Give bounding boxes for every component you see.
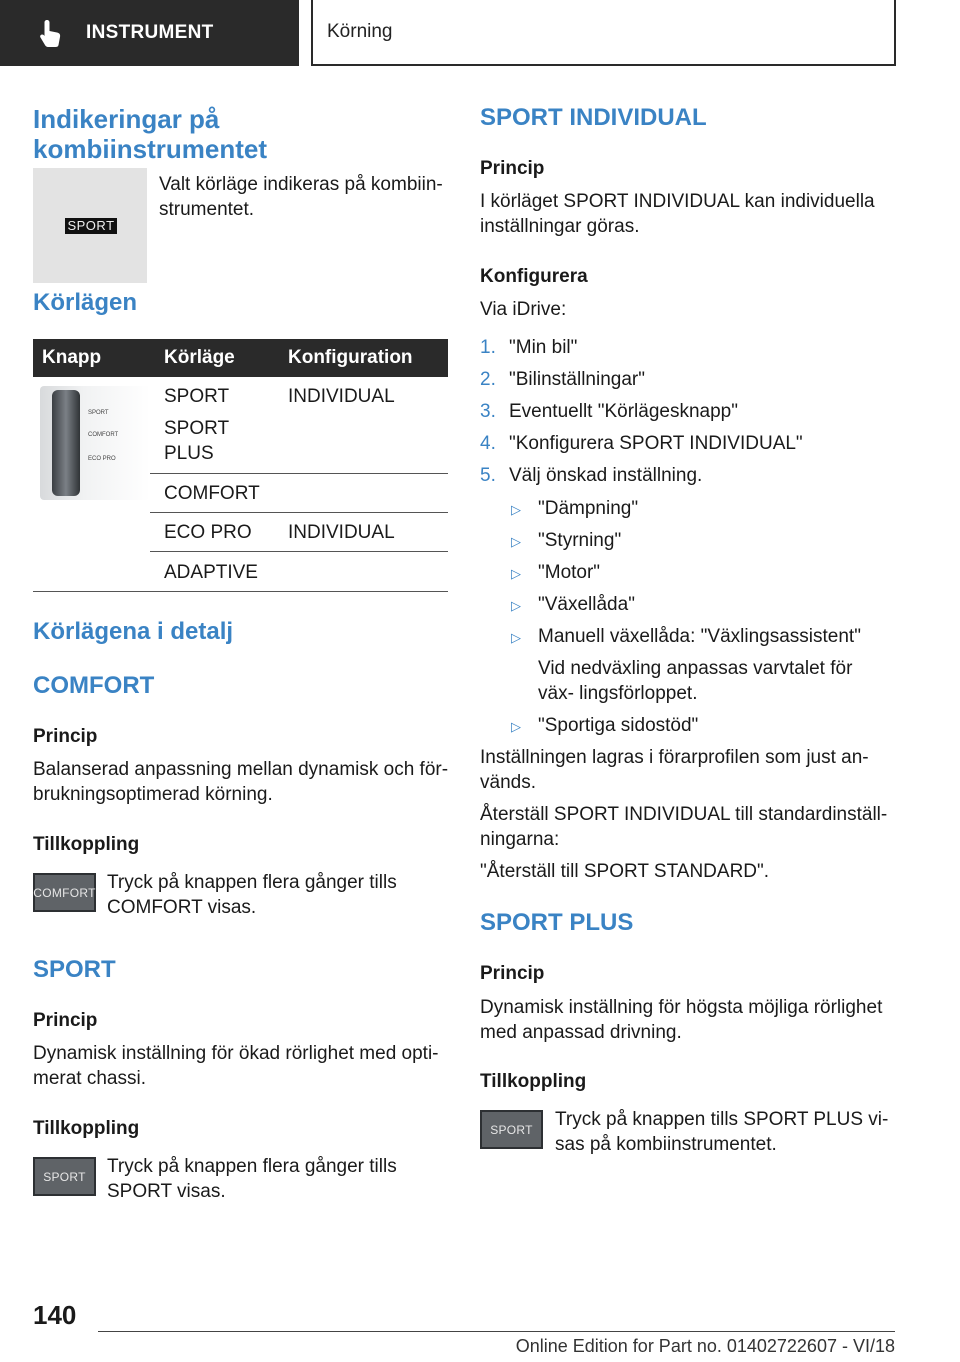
sport-principle-text: Dynamisk inställning för ökad rörlighet med opti‐ merat chassi. <box>33 1043 439 1089</box>
modes-table-header <box>33 339 448 377</box>
sport-heading: SPORT <box>33 956 116 983</box>
sport-activation-label: Tillkoppling <box>33 1118 140 1139</box>
substep-item: Manuell växellåda: "Växlingsassistent" <box>538 626 861 647</box>
sport-plus-heading: SPORT PLUS <box>480 909 634 936</box>
col-header-button: Knapp <box>42 347 102 368</box>
comfort-principle-label: Princip <box>33 726 98 747</box>
sport-activation-text: Tryck på knappen flera gånger tills SPORT visas. <box>107 1156 397 1202</box>
chapter-tab <box>311 0 896 66</box>
step-number: 1. <box>480 337 496 358</box>
sport-plus-principle-label: Princip <box>480 963 545 984</box>
triangle-bullet-icon: ▷ <box>511 719 521 734</box>
table-cell-config: INDIVIDUAL <box>288 522 395 543</box>
substep-item: "Växellåda" <box>538 594 635 615</box>
page-number: 140 <box>33 1300 77 1330</box>
step-item: "Min bil" <box>509 337 578 358</box>
hand-pointer-icon <box>38 18 66 48</box>
step-number: 2. <box>480 369 496 390</box>
triangle-bullet-icon: ▷ <box>511 566 521 581</box>
step-item: Välj önskad inställning. <box>509 465 703 486</box>
step-number: 4. <box>480 433 496 454</box>
via-idrive: Via iDrive: <box>480 299 567 320</box>
footer-divider <box>98 1331 895 1332</box>
substep-item: "Dämpning" <box>538 498 639 519</box>
mode-button-image: SPORT COMFORT ECO PRO <box>40 386 150 500</box>
substep-item: "Motor" <box>538 562 601 583</box>
comfort-activation-label: Tillkoppling <box>33 834 140 855</box>
modes-heading: Körlägen <box>33 289 138 316</box>
triangle-bullet-icon: ▷ <box>511 502 521 517</box>
sport-plus-activation-label: Tillkoppling <box>480 1071 587 1092</box>
col-header-config: Konfiguration <box>288 347 413 368</box>
col-header-mode: Körläge <box>164 347 235 368</box>
reset-text: Återställ SPORT INDIVIDUAL till standardinställ‐ ningarna: <box>480 804 888 850</box>
comfort-chip: COMFORT <box>33 873 96 912</box>
sport-display-chip: SPORT <box>65 218 117 234</box>
reset-command: "Återställ till SPORT STANDARD". <box>480 861 770 882</box>
indicator-text: Valt körläge indikeras på kombiin‐ strumentet. <box>159 174 443 220</box>
table-cell-config: INDIVIDUAL <box>288 386 395 407</box>
table-cell-mode: COMFORT <box>164 483 260 504</box>
step-item: "Bilinställningar" <box>509 369 645 390</box>
individual-heading: SPORT INDIVIDUAL <box>480 104 707 131</box>
triangle-bullet-icon: ▷ <box>511 534 521 549</box>
individual-principle-label: Princip <box>480 158 545 179</box>
table-cell-mode: ADAPTIVE <box>164 562 258 583</box>
detail-heading: Körlägena i detalj <box>33 618 234 645</box>
indicator-heading: Indikeringar på kombiinstrumentet <box>33 104 268 164</box>
substep-item: "Sportiga sidostöd" <box>538 715 699 736</box>
table-cell-mode: SPORT <box>164 386 230 407</box>
edition-text: Online Edition for Part no. 01402722607 - VI/18 <box>390 1333 895 1359</box>
table-cell-mode: ECO PRO <box>164 522 252 543</box>
substep-item: "Styrning" <box>538 530 622 551</box>
triangle-bullet-icon: ▷ <box>511 598 521 613</box>
sport-chip: SPORT <box>33 1157 96 1196</box>
step-item: "Konfigurera SPORT INDIVIDUAL" <box>509 433 803 454</box>
sport-principle-label: Princip <box>33 1010 98 1031</box>
individual-principle-text: I körläget SPORT INDIVIDUAL kan individuella inställningar göras. <box>480 191 875 237</box>
chapter-title: Körning <box>327 21 393 42</box>
comfort-heading: COMFORT <box>33 672 155 699</box>
sport-plus-chip: SPORT <box>480 1110 543 1149</box>
sport-plus-principle-text: Dynamisk inställning för högsta möjliga rörlighet med anpassad drivning. <box>480 997 883 1043</box>
triangle-bullet-icon: ▷ <box>511 630 521 645</box>
section-tab <box>0 0 299 66</box>
step-item: Eventuellt "Körlägesknapp" <box>509 401 738 422</box>
table-cell-mode: SPORT PLUS <box>164 418 229 464</box>
comfort-activation-text: Tryck på knappen flera gånger tills COMFORT visas. <box>107 872 397 918</box>
comfort-principle-text: Balanserad anpassning mellan dynamisk och för‐ brukningsoptimerad körning. <box>33 759 449 805</box>
step-number: 3. <box>480 401 496 422</box>
step-number: 5. <box>480 465 496 486</box>
sport-plus-activation-text: Tryck på knappen tills SPORT PLUS vi‐ sas på kombiinstrumentet. <box>555 1109 889 1155</box>
saved-text: Inställningen lagras i förarprofilen som just an‐ vänds. <box>480 747 869 793</box>
configure-label: Konfigurera <box>480 266 588 287</box>
sport-display-image <box>33 168 147 283</box>
section-title: INSTRUMENT <box>86 22 214 43</box>
substep-note: Vid nedväxling anpassas varvtalet för väx‐ lingsförloppet. <box>538 658 853 704</box>
